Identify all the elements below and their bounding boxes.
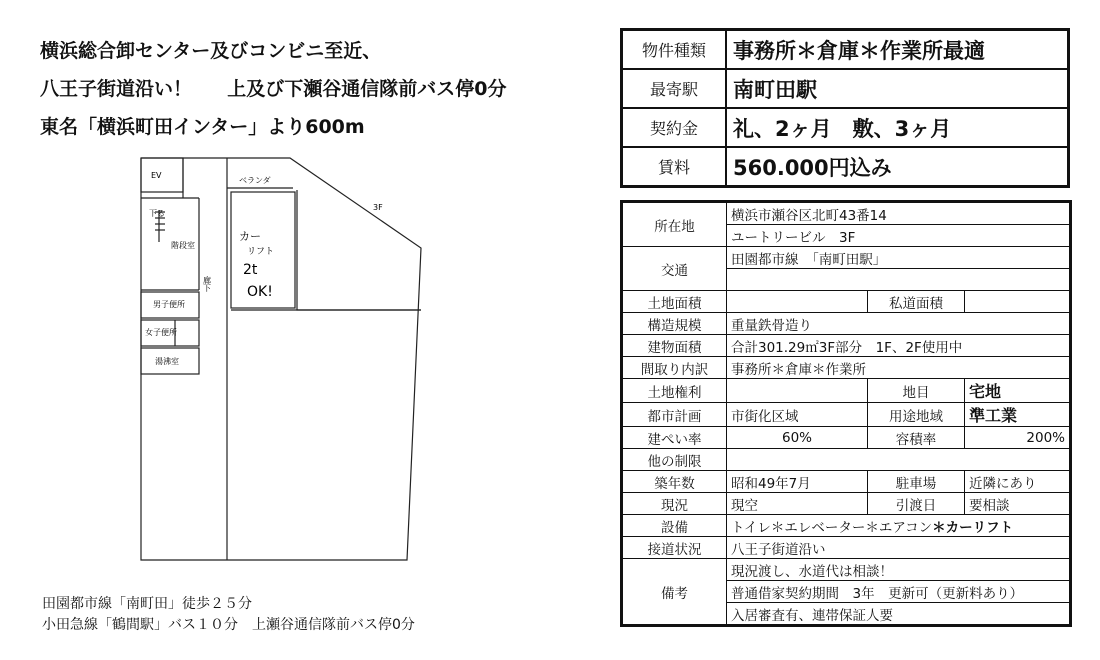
floor-label: 3F — [373, 203, 383, 212]
access-info — [42, 594, 415, 636]
row-structure — [622, 313, 1071, 335]
deposit-value: 礼、2ヶ月 敷、3ヶ月 — [726, 108, 1069, 147]
headline-line-1: 横浜総合卸センター及びコンビニ至近、 — [40, 40, 382, 62]
land-rights-value — [727, 379, 868, 403]
station-label: 最寄駅 — [622, 69, 727, 108]
road-value: 八王子街道沿い — [727, 537, 1071, 559]
land-category-label: 地目 — [868, 379, 965, 403]
equipment-handwritten: ＊カーリフト — [932, 519, 1014, 536]
type-label: 物件種類 — [622, 30, 727, 70]
womens-toilet-label: 女子便所 — [145, 328, 177, 337]
headline-line-2 — [40, 70, 580, 108]
transport-value-2 — [727, 269, 1071, 291]
floor-plan — [135, 150, 435, 570]
remarks-1: 現況渡し、水道代は相談！ — [727, 559, 1071, 581]
land-area-label: 土地面積 — [622, 291, 727, 313]
transport-label: 交通 — [622, 247, 727, 291]
remarks-label: 備考 — [622, 559, 727, 626]
layout-label: 間取り内訳 — [622, 357, 727, 379]
type-value: 事務所＊倉庫＊作業所最適 — [726, 30, 1069, 70]
floor-area-label: 建物面積 — [622, 335, 727, 357]
row-location-1 — [622, 202, 1071, 225]
rent-value: 560.000円込み — [726, 147, 1069, 187]
status-label: 現況 — [622, 493, 727, 515]
mens-toilet-label: 男子便所 — [153, 300, 185, 309]
far-value: 200% — [965, 427, 1071, 449]
structure-value: 重量鉄骨造り — [727, 313, 1071, 335]
location-value-1: 横浜市瀬谷区北町43番14 — [727, 202, 1071, 225]
road-label: 接道状況 — [622, 537, 727, 559]
summary-row-deposit — [622, 108, 1069, 147]
row-land-rights — [622, 379, 1071, 403]
note-line-2: リフト — [247, 247, 275, 257]
city-plan-label: 都市計画 — [622, 403, 727, 427]
row-status — [622, 493, 1071, 515]
handover-label: 引渡日 — [868, 493, 965, 515]
built-value: 昭和49年7月 — [727, 471, 868, 493]
balcony-label: ベランダ — [239, 176, 271, 185]
equipment-cell — [727, 515, 1071, 537]
other-restrictions-value — [727, 449, 1071, 471]
built-label: 築年数 — [622, 471, 727, 493]
station-value: 南町田駅 — [726, 69, 1069, 108]
row-remarks-1 — [622, 559, 1071, 581]
location-value-2: ユートリービル 3F — [727, 225, 1071, 247]
private-road-value — [965, 291, 1071, 313]
row-equipment — [622, 515, 1071, 537]
land-category-value: 宅地 — [965, 379, 1071, 403]
transport-value: 田園都市線 「南町田駅」 — [727, 247, 1071, 269]
parking-value: 近隣にあり — [965, 471, 1071, 493]
headline-line-2b: 上及び下瀬谷通信隊前バス停0分 — [227, 78, 507, 100]
kitchen-label: 湯沸室 — [155, 357, 179, 366]
row-land-area — [622, 291, 1071, 313]
down-label: 下る — [149, 209, 165, 218]
row-layout — [622, 357, 1071, 379]
remarks-3: 入居審査有、連帯保証人要 — [727, 603, 1071, 626]
note-line-4: OK! — [247, 284, 273, 300]
headline — [40, 32, 580, 146]
row-built — [622, 471, 1071, 493]
other-restrictions-label: 他の制限 — [622, 449, 727, 471]
note-line-1: カー — [239, 230, 261, 243]
land-area-value — [727, 291, 868, 313]
summary-row-station — [622, 69, 1069, 108]
summary-row-type — [622, 30, 1069, 70]
summary-row-rent — [622, 147, 1069, 187]
layout-value: 事務所＊倉庫＊作業所 — [727, 357, 1071, 379]
summary-table — [620, 28, 1070, 188]
equipment-label: 設備 — [622, 515, 727, 537]
location-label: 所在地 — [622, 202, 727, 247]
stairs-label: 階段室 — [171, 241, 195, 250]
headline-line-3: 東名「横浜町田インター」より600m — [40, 116, 365, 138]
row-floor-area — [622, 335, 1071, 357]
status-value: 現空 — [727, 493, 868, 515]
zoning-value: 準工業 — [965, 403, 1071, 427]
far-label: 容積率 — [868, 427, 965, 449]
land-rights-label: 土地権利 — [622, 379, 727, 403]
deposit-label: 契約金 — [622, 108, 727, 147]
handover-value: 要相談 — [965, 493, 1071, 515]
ev-label: EV — [151, 171, 162, 180]
coverage-label: 建ぺい率 — [622, 427, 727, 449]
city-plan-value: 市街化区域 — [727, 403, 868, 427]
structure-label: 構造規模 — [622, 313, 727, 335]
details-table — [620, 200, 1072, 627]
access-line-1: 田園都市線「南町田」徒歩２５分 — [42, 596, 252, 612]
parking-label: 駐車場 — [868, 471, 965, 493]
corridor-label: 廊下 — [202, 276, 212, 292]
row-transport-1 — [622, 247, 1071, 269]
access-line-2: 小田急線「鶴間駅」バス１０分 上瀬谷通信隊前バス停0分 — [42, 617, 415, 633]
row-coverage — [622, 427, 1071, 449]
remarks-2: 普通借家契約期間 3年 更新可（更新料あり） — [727, 581, 1071, 603]
coverage-value: 60% — [727, 427, 868, 449]
note-line-3: 2t — [243, 262, 258, 278]
rent-label: 賃料 — [622, 147, 727, 187]
private-road-label: 私道面積 — [868, 291, 965, 313]
zoning-label: 用途地域 — [868, 403, 965, 427]
floor-area-value: 合計301.29㎡3F部分 1F、2F使用中 — [727, 335, 1071, 357]
equipment-value: トイレ＊エレベーター＊エアコン — [731, 519, 933, 536]
row-other-restrictions — [622, 449, 1071, 471]
row-road — [622, 537, 1071, 559]
headline-line-2a: 八王子街道沿い！ — [40, 78, 193, 100]
row-city-plan — [622, 403, 1071, 427]
floor-plan-drawing — [135, 150, 435, 570]
